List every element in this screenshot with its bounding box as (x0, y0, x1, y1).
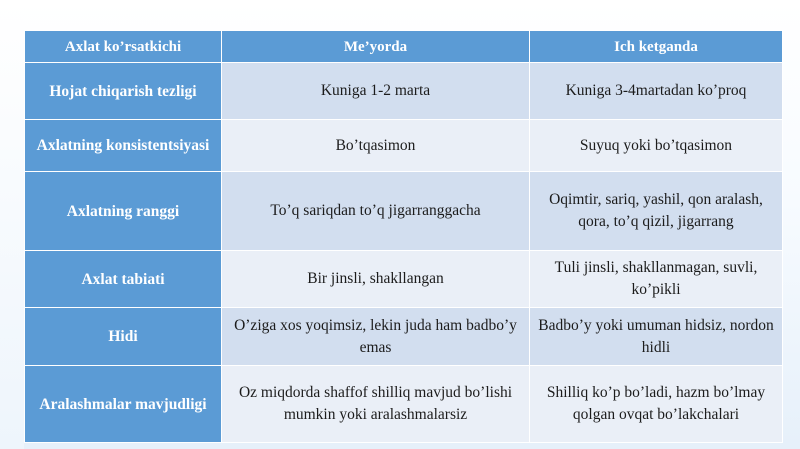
diarrhea-cell: Suyuq yoki bo’tqasimon (530, 120, 783, 172)
diarrhea-cell: Shilliq ko’p bo’ladi, hazm bo’lmay qolgan ovqat bo’lakchalari (530, 366, 783, 443)
diarrhea-cell: Oqimtir, sariq, yashil, qon aralash, qora, to’q qizil, jigarrang (530, 172, 783, 251)
normal-cell: Bir jinsli, shakllangan (222, 251, 530, 308)
column-header-normal: Me’yorda (222, 31, 530, 63)
diarrhea-cell: Tuli jinsli, shakllanmagan, suvli, ko’pikli (530, 251, 783, 308)
column-header-diarrhea: Ich ketganda (530, 31, 783, 63)
table-row (25, 172, 783, 251)
column-header-indicator: Axlat ko’rsatkichi (25, 31, 222, 63)
stool-comparison-table (24, 30, 783, 443)
table-row (25, 366, 783, 443)
diarrhea-cell: Badbo’y yoki umuman hidsiz, nordon hidli (530, 308, 783, 366)
row-label: Axlatning ranggi (25, 172, 222, 251)
row-label: Axlat tabiati (25, 251, 222, 308)
row-label: Aralashmalar mavjudligi (25, 366, 222, 443)
slide-background-strip (0, 0, 24, 449)
row-label: Axlatning konsistentsiyasi (25, 120, 222, 172)
row-label: Hidi (25, 308, 222, 366)
normal-cell: Bo’tqasimon (222, 120, 530, 172)
table-row (25, 251, 783, 308)
diarrhea-cell: Kuniga 3-4martadan ko’proq (530, 63, 783, 120)
header-row (25, 31, 783, 63)
table-row (25, 63, 783, 120)
normal-cell: To’q sariqdan to’q jigarranggacha (222, 172, 530, 251)
normal-cell: Kuniga 1-2 marta (222, 63, 530, 120)
normal-cell: Oz miqdorda shaffof shilliq mavjud bo’lishi mumkin yoki aralashmalarsiz (222, 366, 530, 443)
row-label: Hojat chiqarish tezligi (25, 63, 222, 120)
normal-cell: O’ziga xos yoqimsiz, lekin juda ham badbo’y emas (222, 308, 530, 366)
table-row (25, 120, 783, 172)
table-row (25, 308, 783, 366)
